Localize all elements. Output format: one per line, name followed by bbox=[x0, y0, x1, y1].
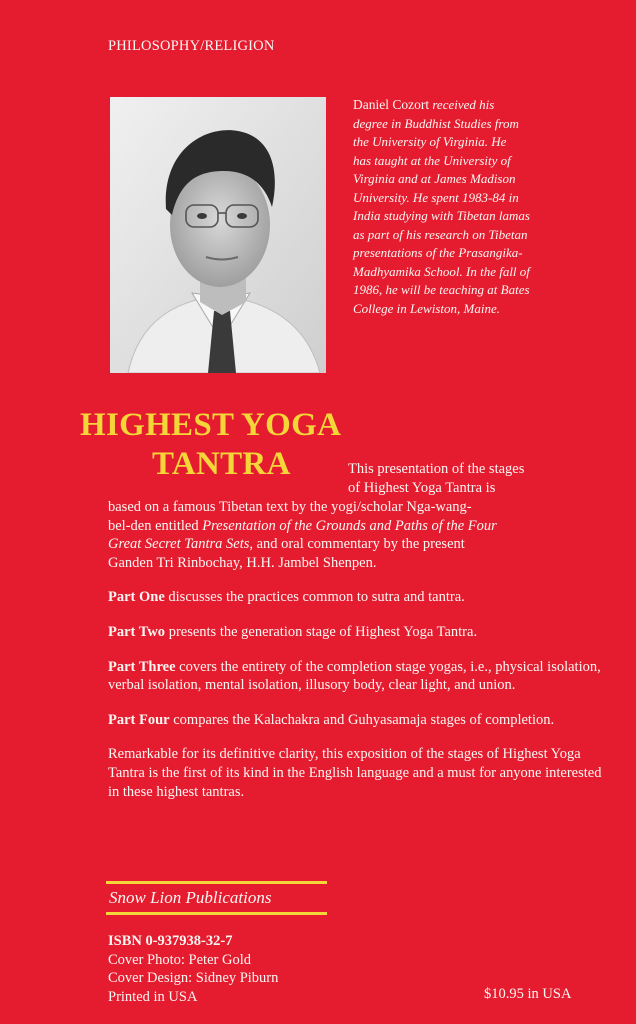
category-label: PHILOSOPHY/RELIGION bbox=[108, 38, 275, 54]
closing-paragraph: Remarkable for its definitive clarity, this exposition of the stages of Highest Yoga Tantra is the first of its kind in the English language and a must for anyone interested in these highest tantras. bbox=[108, 746, 602, 800]
part-label: Part Four bbox=[108, 711, 170, 728]
description-line: based on a famous Tibetan text by the yogi/scholar Nga-wang- bbox=[108, 499, 472, 515]
bio-line: Madhyamika School. In the fall of bbox=[353, 263, 530, 279]
description-line: , and oral commentary by the present bbox=[249, 536, 465, 553]
description-paragraph bbox=[108, 498, 608, 572]
book-title bbox=[80, 406, 380, 484]
description-line: of Highest Yoga Tantra is bbox=[348, 480, 496, 496]
cover-photo-credit: Cover Photo: Peter Gold bbox=[108, 951, 251, 968]
part-text: discusses the practices common to sutra and tantra. bbox=[164, 589, 465, 606]
description-line: bel-den entitled bbox=[108, 517, 203, 534]
bio-line: 1986, he will be teaching at Bates bbox=[353, 282, 530, 297]
description-opening bbox=[348, 460, 608, 498]
part-text: presents the generation stage of Highest Yoga Tantra. bbox=[165, 623, 478, 640]
part-label: Part One bbox=[108, 589, 165, 606]
author-photo bbox=[110, 97, 326, 373]
part-label: Part Three bbox=[108, 658, 176, 675]
bio-line: received his bbox=[429, 97, 495, 112]
price: $10.95 in USA bbox=[484, 986, 572, 1002]
printed-in: Printed in USA bbox=[108, 988, 198, 1005]
description-body bbox=[108, 498, 608, 817]
bio-line: Virginia and at James Madison bbox=[353, 171, 516, 186]
part-four-paragraph bbox=[108, 711, 608, 730]
publisher-name: Snow Lion Publications bbox=[106, 881, 327, 915]
source-text-title: Presentation of the Grounds and Paths of the Four bbox=[202, 517, 497, 534]
part-two-paragraph bbox=[108, 623, 608, 642]
bio-line: as part of his research on Tibetan bbox=[353, 226, 528, 242]
bio-line: College in Lewiston, Maine. bbox=[353, 300, 500, 316]
bio-line: India studying with Tibetan lamas bbox=[353, 208, 530, 223]
title-line-1: HIGHEST YOGA bbox=[80, 407, 342, 443]
bio-line: the University of Virginia. He bbox=[353, 134, 507, 149]
description-line: Ganden Tri Rinbochay, H.H. Jambel Shenpen. bbox=[108, 554, 377, 571]
part-three-paragraph bbox=[108, 658, 608, 695]
part-label: Part Two bbox=[108, 623, 166, 640]
cover-design-credit: Cover Design: Sidney Piburn bbox=[108, 970, 279, 986]
credits-block bbox=[108, 932, 278, 1006]
bio-line: has taught at the University of bbox=[353, 152, 511, 168]
description-line: This presentation of the stages bbox=[348, 461, 525, 477]
part-text: covers the entirety of the completion stage yogas, i.e., physical isolation, verbal isolation, mental isolation, illusory body, clear light, and union. bbox=[108, 658, 601, 694]
part-text: compares the Kalachakra and Guhyasamaja stages of completion. bbox=[169, 711, 555, 728]
author-portrait-image bbox=[110, 97, 326, 373]
bio-line: University. He spent 1983-84 in bbox=[353, 189, 519, 205]
bio-line: degree in Buddhist Studies from bbox=[353, 115, 519, 131]
author-name: Daniel Cozort bbox=[353, 97, 430, 112]
source-text-title: Great Secret Tantra Sets bbox=[108, 536, 250, 553]
part-one-paragraph bbox=[108, 588, 608, 607]
author-bio bbox=[353, 96, 593, 318]
isbn: ISBN 0-937938-32-7 bbox=[108, 933, 233, 949]
title-line-2: TANTRA bbox=[152, 446, 291, 482]
bio-line: presentations of the Prasangika- bbox=[353, 245, 523, 260]
